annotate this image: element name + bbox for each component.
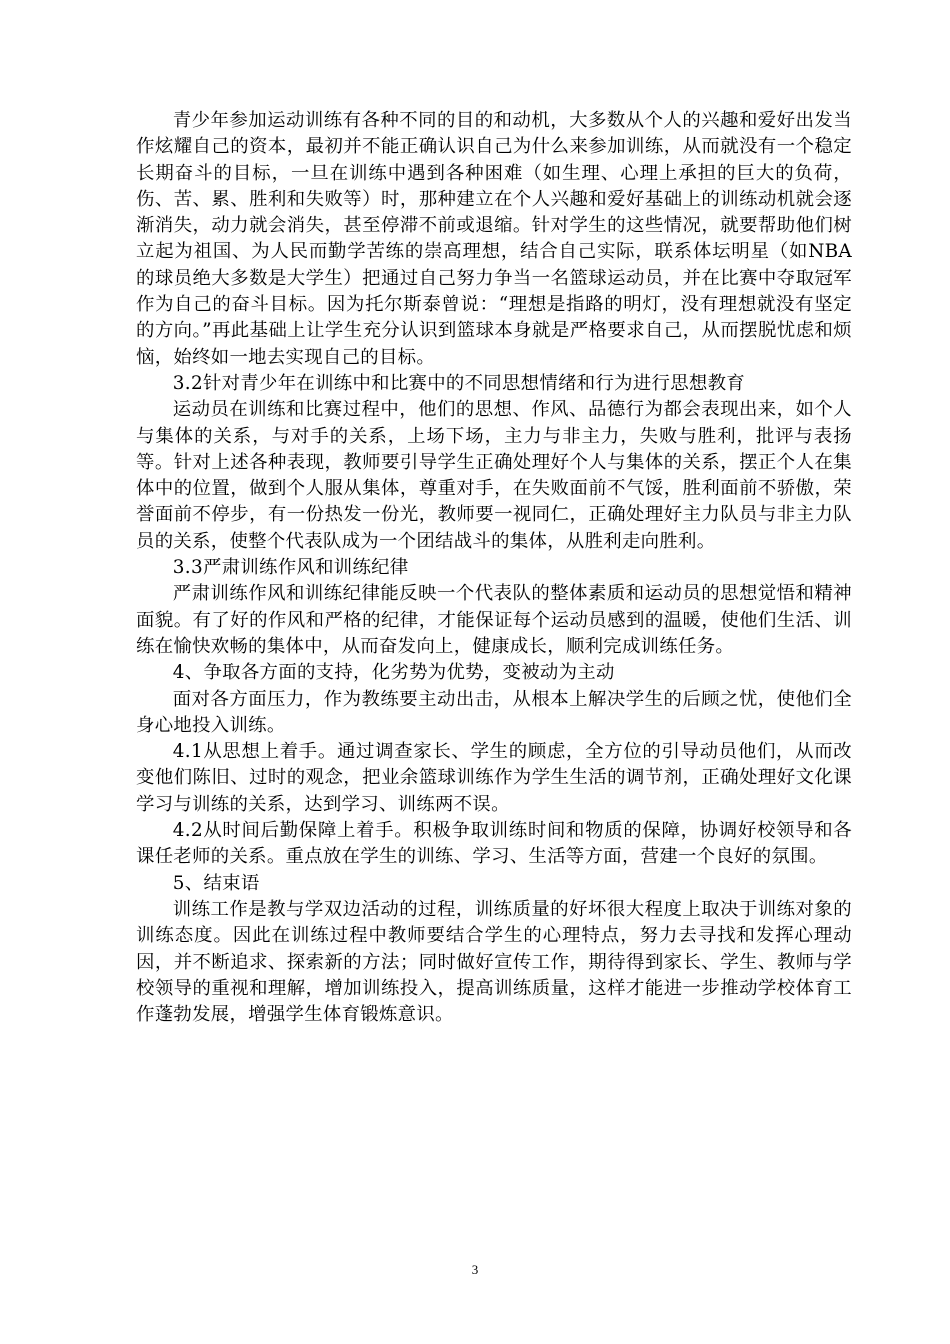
section-heading-3-2: 3.2针对青少年在训练中和比赛中的不同思想情绪和行为进行思想教育 (172, 372, 745, 394)
section-heading-3-3: 3.3严肃训练作风和训练纪律 (172, 557, 409, 579)
section-heading-5: 5、结束语 (172, 872, 260, 894)
paragraph-ideological-education: 运动员在训练和比赛过程中，他们的思想、作风、品德行为都会表现出来，如个人与集体的关系，与对手的关系，上场下场，主力与非主力，失败与胜利，批评与表扬等。针对上述各种表现，教师要引导学生正确处理好个人与集体的关系，摆正个人在集体中的位置，做到个人服从集体，尊重对手，在失败面前不气馁，胜利面前不骄傲，荣誉面前不停步，有一份热发一份光，教师要一视同仁，正确处理好主力队员与非主力队员的关系，使整个代表队成为一个团结战斗的集体，从胜利走向胜利。 (136, 399, 852, 552)
document-body (136, 108, 852, 1028)
paragraph-4-1: 4.1从思想上着手。通过调查家长、学生的顾虑，全方位的引导动员他们，从而改变他们陈旧、过时的观念，把业余篮球训练作为学生生活的调节剂，正确处理好文化课学习与训练的关系，达到学习、训练两不误。 (136, 741, 852, 815)
paragraph-motivation: 青少年参加运动训练有各种不同的目的和动机，大多数从个人的兴趣和爱好出发当作炫耀自己的资本，最初并不能正确认识自己为什么来参加训练，从而就没有一个稳定长期奋斗的目标，一旦在训练中遇到各种困难（如生理、心理上承担的巨大的负荷，伤、苦、累、胜利和失败等）时，那种建立在个人兴趣和爱好基础上的训练动机就会逐渐消失，动力就会消失，甚至停滞不前或退缩。针对学生的这些情况，就要帮助他们树立起为祖国、为人民而勤学苦练的崇高理想，结合自己实际，联系体坛明星（如NBA的球员绝大多数是大学生）把通过自己努力争当一名篮球运动员，并在比赛中夺取冠军作为自己的奋斗目标。因为托尔斯泰曾说：“理想是指路的明灯，没有理想就没有坚定的方向。”再此基础上让学生充分认识到篮球本身就是严格要求自己，从而摆脱忧虑和烦恼，始终如一地去实现自己的目标。 (136, 110, 852, 368)
paragraph-pressure: 面对各方面压力，作为教练要主动出击，从根本上解决学生的后顾之忧，使他们全身心地投入训练。 (136, 688, 852, 736)
paragraph-discipline: 严肃训练作风和训练纪律能反映一个代表队的整体素质和运动员的思想觉悟和精神面貌。有了好的作风和严格的纪律，才能保证每个运动员感到的温暖，使他们生活、训练在愉快欢畅的集体中，从而奋发向上，健康成长，顺利完成训练任务。 (136, 583, 852, 657)
paragraph-4-2: 4.2从时间后勤保障上着手。积极争取训练时间和物质的保障，协调好校领导和各课任老师的关系。重点放在学生的训练、学习、生活等方面，营建一个良好的氛围。 (136, 820, 852, 868)
section-heading-4: 4、争取各方面的支持，化劣势为优势，变被动为主动 (172, 662, 615, 684)
paragraph-conclusion: 训练工作是教与学双边活动的过程，训练质量的好坏很大程度上取决于训练对象的训练态度。因此在训练过程中教师要结合学生的心理特点，努力去寻找和发挥心理动因，并不断追求、探索新的方法；同时做好宣传工作，期待得到家长、学生、教师与学校领导的重视和理解，增加训练投入，提高训练质量，这样才能进一步推动学校体育工作蓬勃发展，增强学生体育锻炼意识。 (136, 898, 852, 1026)
page-number: 3 (471, 1262, 479, 1277)
